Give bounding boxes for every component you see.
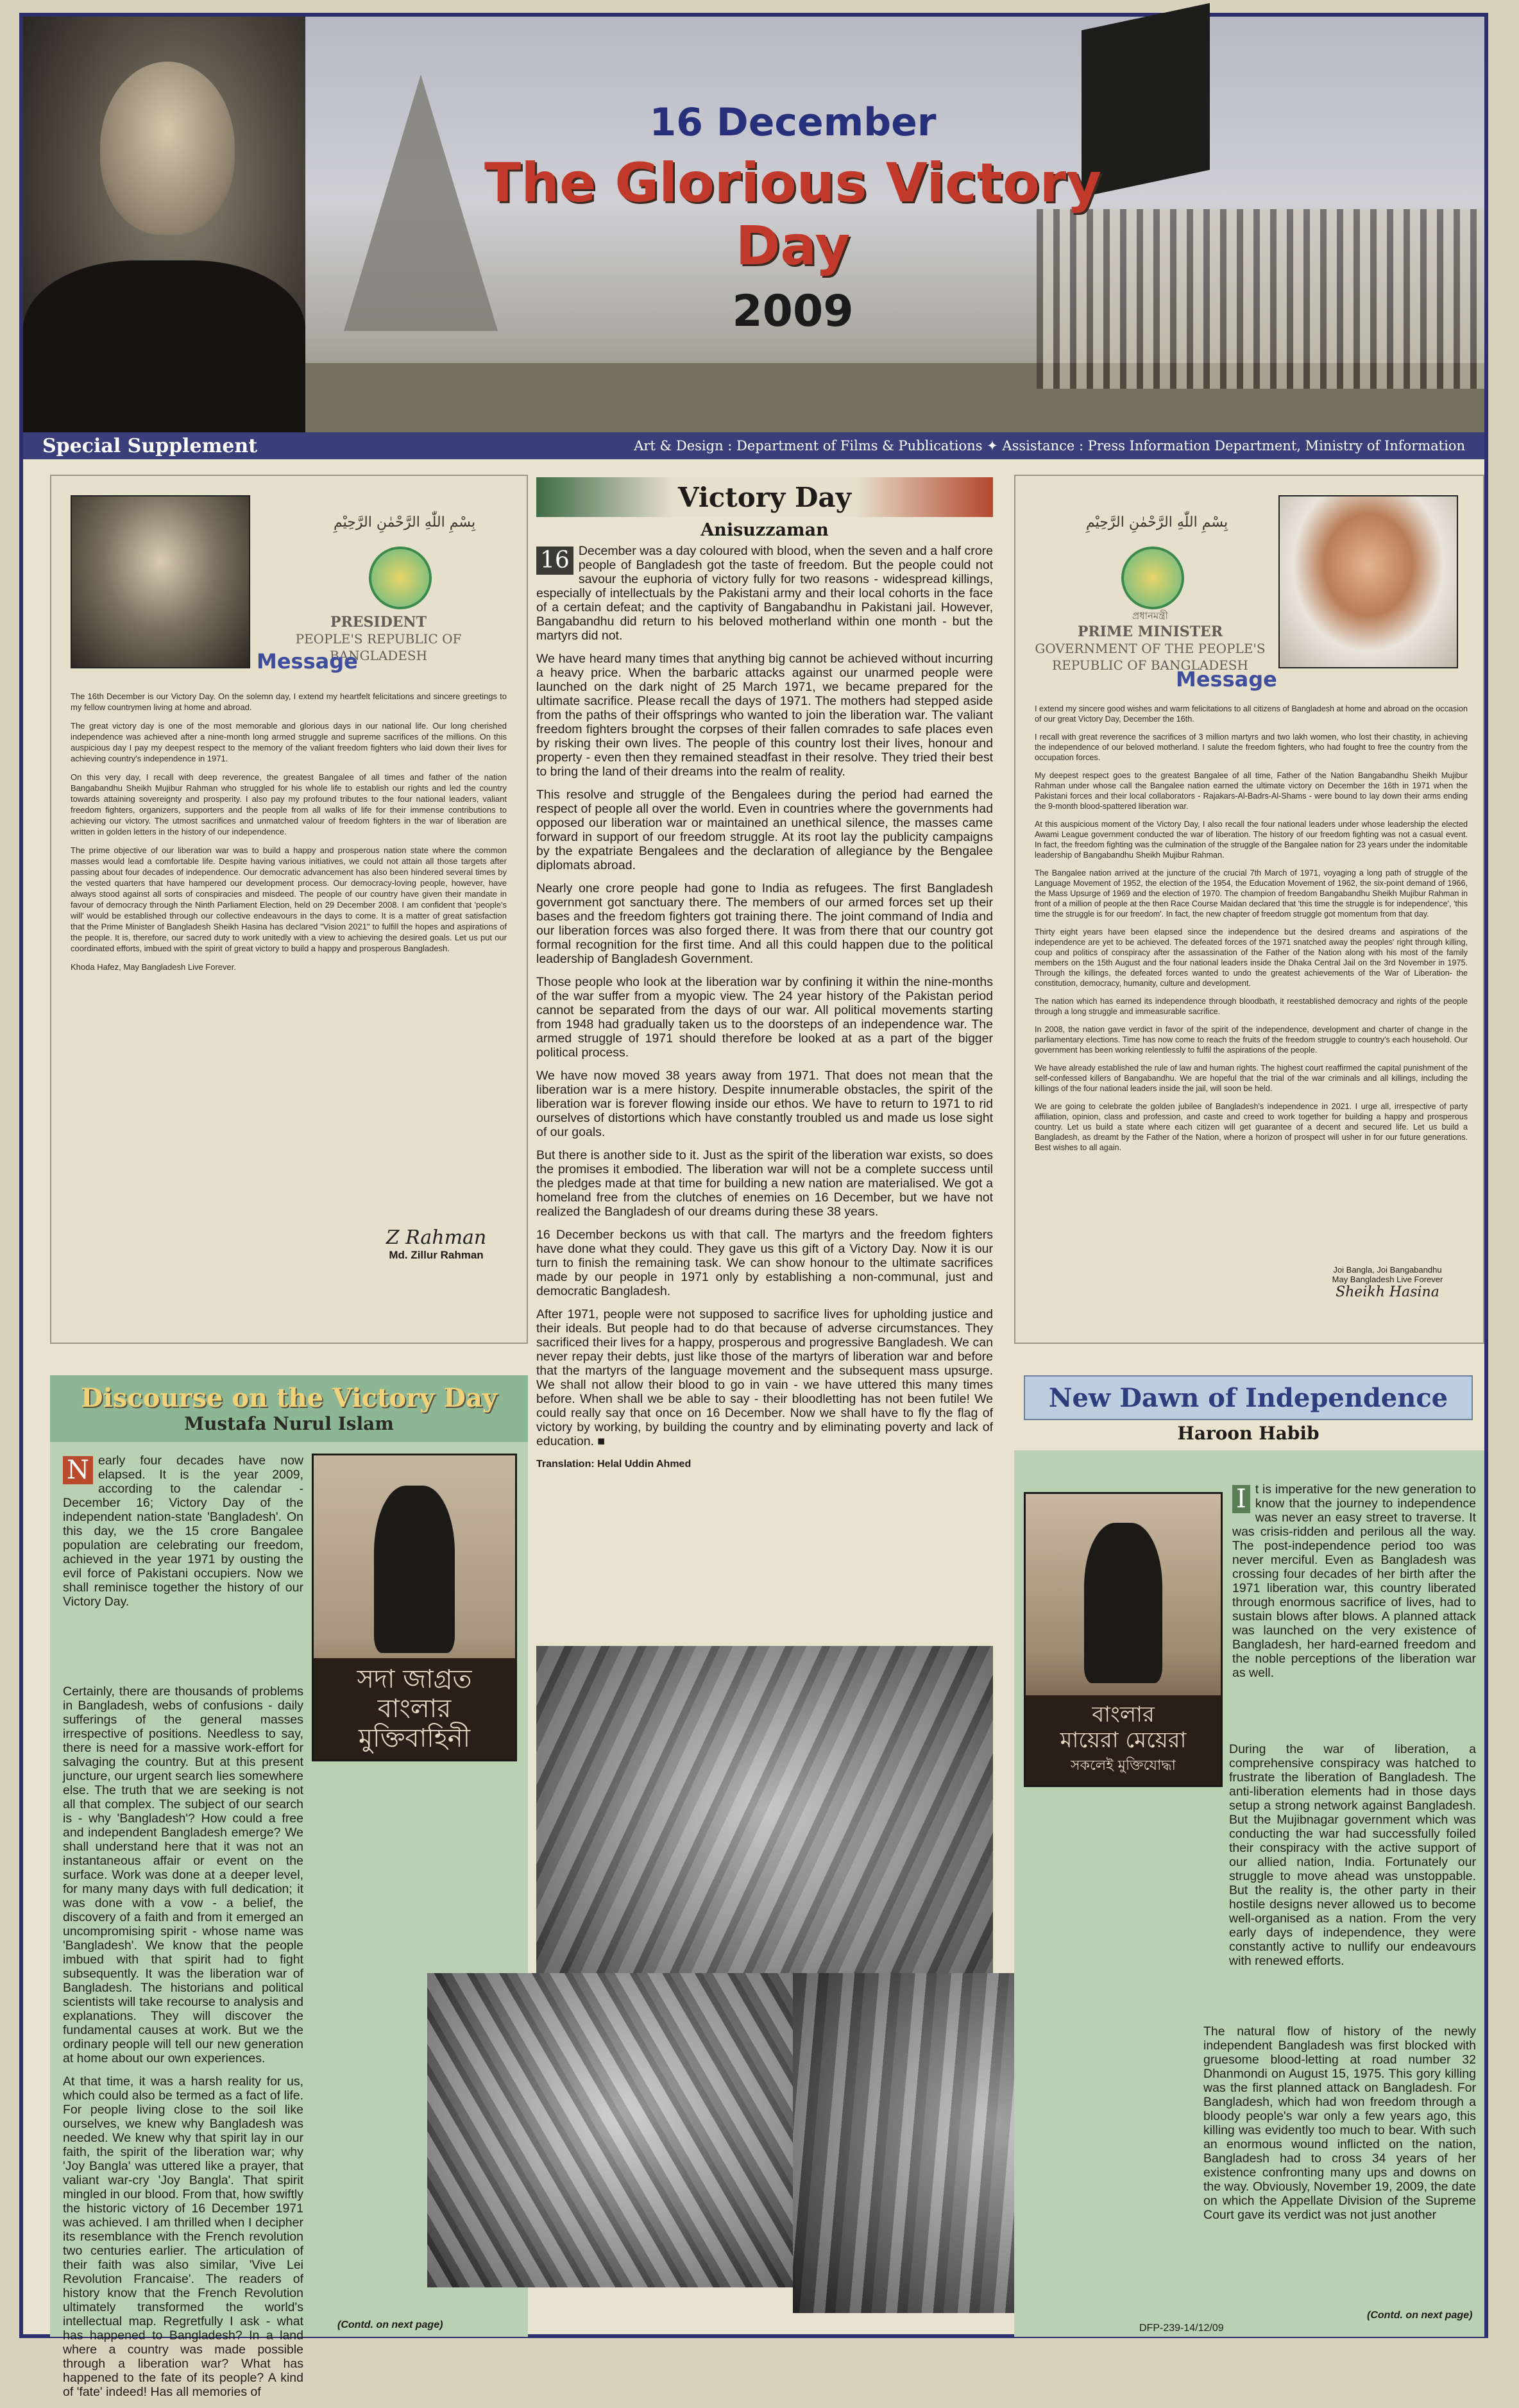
pm-photo [1278, 495, 1458, 668]
discourse-poster-image [312, 1454, 517, 1761]
message-paragraph: We have already established the rule of law and human rights. The highest court reaffirmed the capital punishment of the self-confessed killers of Bangabandhu. We are hopeful that the trial of the war criminals and all killings, including the killings of the four national leaders inside the jail, will soon be held. [1035, 1064, 1468, 1093]
article-paragraph: We have now moved 38 years away from 1971. That does not mean that the liberation war is a mere history. Despite innumerable obstacles, the spirit of the liberation war is forever flowing inside our ethos. We have to return to 1971 to rid ourselves of distortions which have constantly troubled us and made us lose sight of our goals. [536, 1069, 993, 1139]
message-paragraph: The 16th December is our Victory Day. On the solemn day, I extend my heartfelt felicitations and sincere greetings to my fellow countrymen living at home and abroad. [71, 691, 507, 712]
banner-year: 2009 [732, 286, 854, 337]
article-paragraph: 16 December was a day coloured with blood, when the seven and a half crore people of Bangladesh got the taste of freedom. But the people could not savour the euphoria of victory fully for two reasons - widespread killings, especially of intellectuals by the Pakistani army and their local cohorts in the face of a certain defeat; and the captivity of Bangabandhu in Pakistani jail. However, Bangabandhu did return to his beloved motherland within one month - but the martyrs did not. [536, 544, 993, 643]
poster-figure [1084, 1523, 1162, 1683]
message-paragraph: The prime objective of our liberation war was to build a happy and prosperous nation state where the common masses would lead a comfortable life. Despite having various initiatives, we could not attain all those targets after passing about four decades of independence. Our democratic advancement has also been hindered several times by the vested quarters that have hampered our development process. Our democracy-loving people, however, have always stood against all sorts of conspiracies and misdeed. The people of our country have given their mandate in favour of democracy through the Ninth Parliament Election, held on 29 December 2008. I am confident that 'people's will' would be established through our collective endeavours in the days to come. It is a matter of great satisfaction that the Prime Minister of Bangladesh Sheikh Hasina has declared "Vision 2021" to fulfill the hopes and aspirations of the people. It is, therefore, our sacred duty to work unitedly with a view to achieving the desired goals. Let us put our coordinated efforts, imbued with the spirit of great victory to build a happy and prosperous Bangladesh. [71, 845, 507, 953]
banner [23, 17, 1484, 432]
pm-office [1035, 623, 1266, 674]
president-name: Md. Zillur Rahman [389, 1249, 484, 1261]
message-paragraph: My deepest respect goes to the greatest Bangalee of all time, Father of the Nation Bangabandhu Sheikh Mujibur Rahman under whose call the Bangalee nation earned the ultimate victory on December the 16th in 1971 when the Pakistani forces and their local collaborators - Rajakars-Al-Badrs-Al-Shams - were bound to lay down their arms ending the 9-month blood-spattered liberation war. [1035, 771, 1468, 811]
credits-text: Art & Design : Department of Films & Publications ✦ Assistance : Press Information Department, Ministry of Information [634, 438, 1465, 454]
pm-emblem-label: প্রধানমন্ত্রী [1132, 610, 1168, 622]
translation-credit: Translation: Helal Uddin Ahmed [536, 1459, 692, 1470]
message-paragraph: On this very day, I recall with deep reverence, the greatest Bangalee of all times and father of the nation Bangabandhu Sheikh Mujibur Rahman who struggled for his whole life to establish our rights and led the country towards attaining sovereignty and prosperity. I also pay my profound tributes to the four national leaders, valiant freedom fighters, organizers, supporters and the people from all walks of life for their immense contributions to achieving our victory. The utmost sacrifices and unmatched valour of freedom fighters in the war of liberation are written in golden letters in the history of our independence. [71, 772, 507, 836]
newspaper-page [19, 13, 1488, 2399]
article-paragraph: After 1971, people were not supposed to sacrifice lives for upholding justice and their ideals. But people had to do that because of adverse circumstances. They sacrificed their lives for a happy, prosperous and progressive Bangladesh. We can never repay their debts, just like those of the martyrs of liberation war and before that the martyrs of the language movement and the subsequent mass upsurge. We shall not allow their blood to go in vain - we have uttered this many times before. When shall we be able to say - their bloodletting has not been futile! We could really say that once on 16 December. Now we shall have to fly the flag of victory by working, by building the country and by eliminating poverty and lack of education. ■ [536, 1307, 993, 1448]
pm-signature: Sheikh Hasina [1336, 1284, 1439, 1300]
article-paragraph: But there is another side to it. Just as the spirit of the liberation war exists, so does the promises it embodied. The liberation war will not be a complete success until the pledges made at that time for building a new nation are materialised. We got a homeland free from the clutches of enemies on 16 December, but we have not realized the Bangladesh of our dreams during these 38 years. [536, 1148, 993, 1219]
dropcap: I [1232, 1485, 1250, 1513]
office-org-line1: GOVERNMENT OF THE PEOPLE'S [1035, 641, 1266, 656]
article-paragraph: I t is imperative for the new generation to know that the journey to independence was never an easy street to traverse. It was crisis-ridden and perilous all the way. The post-independence period too was never merciful. Even as Bangladesh was crossing four decades of her birth after the 1971 liberation war, this country liberated through enormous sacrifice of lives, had to sustain blows after blows. A planned attack was launched on the very existence of Bangladesh, her hard-earned freedom and the noble perceptions of the liberation war as well. [1232, 1482, 1476, 1680]
pm-emblem-icon [1121, 547, 1184, 609]
victory-heading-bar [536, 477, 993, 517]
soldiers-rifles-photo [536, 1646, 993, 2005]
article-paragraph: 16 December beckons us with that call. The martyrs and the freedom fighters have done what they could. They gave us this gift of a Victory Day. Now it is our turn to finish the remaining task. We can show honour to the ultimate sacrifices made by our people in 1971 only by establishing a non-communal, just and democratic Bangladesh. [536, 1228, 993, 1298]
message-heading: Message [1176, 667, 1277, 691]
banner-date: 16 December [649, 100, 937, 145]
message-paragraph: At this auspicious moment of the Victory Day, I also recall the four national leaders under whose leadership the elected Awami League government conducted the war of liberation. The history of our freedom fighting was not a casual event. In fact, the freedom fighting was the culmination of the struggle of the Bangalee nation for 23 years under the indomitable leadership of Bangabandhu Sheikh Mujibur Rahman. [1035, 820, 1468, 860]
article-paragraph: Nearly one crore people had gone to India as refugees. The first Bangladesh government got sanctuary there. The members of our armed forces set up their bases and the freedom fighters got training there. The joint command of India and our liberation forces was also forged there. It was from there that our country got formal recognition for the first time. And all this could happen due to the political leadership of Bangladesh Government. [536, 881, 993, 966]
president-signature-block [372, 1226, 500, 1262]
message-paragraph: We are going to celebrate the golden jubilee of Bangladesh's independence in 2021. I urge all, irrespective of party affiliation, opinion, class and profession, and caste and creed to work together for building a happy and prosperous country. Let us build a state where each citizen will get guarantee of a decent and secured life. Let us build a Bangladesh, as dreamt by the Father of the Nation, where a horizon of prospect will usher in for our future generations. Best wishes to all again. [1035, 1102, 1468, 1152]
article-paragraph: During the war of liberation, a comprehensive conspiracy was hatched to frustrate the liberation of Bangladesh. The anti-liberation elements had in those days setup a strong network against Bangladesh. But the Mujibnagar government which was conducting the war had successfully foiled their conspiracy with the active support of our allied nation, India. Fortunately our struggle to move ahead was unstoppable. But the reality is, the other party in their hostile designs never allowed us to become well-organised as a nation. From the very early days of independence, they were constantly active to nullify our endeavours with renewed efforts. [1229, 1742, 1476, 1968]
message-paragraph: The great victory day is one of the most memorable and glorious days in our national life. Our long cherished independence was achieved after a nine-month long armed struggle and supreme sacrifices of the millions. On this auspicious day I pay my deepest respect to the memory of the valiant freedom fighters who laid down their lives for achieving country's independence in 1971. [71, 721, 507, 763]
discourse-intro [63, 1454, 303, 1618]
dawn-continued: (Contd. on next page) [1367, 2310, 1473, 2321]
message-paragraph: Khoda Hafez, May Bangladesh Live Forever. [71, 962, 236, 972]
article-paragraph: At that time, it was a harsh reality for us, which could also be termed as a fact of life. For people living close to the soil like ourselves, we knew why Bangladesh was needed. We knew why that spirit lay in our faith, the spirit of the liberation war; why 'Joy Bangla' was uttered like a prayer, that valiant war-cry 'Joy Bangla'. That spirit mingled in our blood. From that, how swiftly the historic victory of 16 December 1971 was achieved. I am thrilled when I decipher its resemblance with the French revolution two centuries earlier. The articulation of their faith was also similar, 'Vive Lei Revolution Francaise'. The readers of history know that the French Revolution ultimately transformed the world's intellectual map. Regretfully I ask - what has happened to Bangladesh? In a land where a country was made possible through a liberation war? What has happened to the fate of its people? A kind of 'fate' indeed! Has all memories of [63, 2074, 303, 2399]
dawn-article [1030, 1742, 1476, 1977]
discourse-article [63, 1684, 303, 2408]
dawn-heading-bar [1024, 1375, 1473, 1420]
banner-portrait [23, 17, 305, 432]
message-paragraph: The nation which has earned its independence through bloodbath, it reestablished democracy and rights of the people through a long struggle and immeasurable sacrifice. [1035, 997, 1468, 1016]
dropcap: N [63, 1456, 93, 1484]
surrender-signing-photo [427, 1973, 812, 2287]
supplement-label: Special Supplement [42, 434, 258, 457]
victory-article [536, 544, 993, 1480]
discourse-continued: (Contd. on next page) [337, 2319, 443, 2330]
banner-title-block [472, 100, 1114, 337]
office-title: PRIME MINISTER [1077, 623, 1223, 640]
publication-code: DFP-239-14/12/09 [1139, 2323, 1224, 2334]
dropcap: 16 [536, 547, 573, 575]
office-title: PRESIDENT [330, 614, 427, 631]
discourse-heading-bar [50, 1375, 528, 1442]
supplement-strip [23, 432, 1484, 459]
portrait-face [100, 62, 235, 235]
pm-closing-line2: May Bangladesh Live Forever [1332, 1275, 1443, 1284]
bismillah-text: بِسْمِ اللّٰهِ الرَّحْمٰنِ الرَّحِيْمِ [1086, 514, 1228, 530]
pm-message-text [1035, 704, 1468, 1160]
dawn-author: Haroon Habib [1177, 1423, 1320, 1444]
pm-closing-line1: Joi Bangla, Joi Bangabandhu [1333, 1265, 1442, 1275]
discourse-heading: Discourse on the Victory Day [80, 1383, 498, 1413]
dawn-article-end [1203, 2024, 1476, 2231]
article-paragraph: N early four decades have now elapsed. It is the year 2009, according to the calendar - December 16; Victory Day of the independent nation-state 'Bangladesh'. On this day, we the 15 crore Bangalee population are celebrating our freedom, achieved in the year 1971 by ousting the evil force of Pakistani occupiers. Now we shall reminisce together the history of our Victory Day. [63, 1454, 303, 1609]
message-paragraph: I extend my sincere good wishes and warm felicitations to all citizens of Bangladesh at home and abroad on the occasion of our great Victory Day, December the 16th. [1035, 704, 1468, 724]
president-photo [71, 495, 250, 668]
message-paragraph: In 2008, the nation gave verdict in favor of the spirit of the independence, development and charter of change in the parliamentary elections. Time has now come to reach the fruits of the freedom struggle to country's each household. Our government has been working relentlessly to fulfil the aspirations of the people. [1035, 1025, 1468, 1055]
poster-caption: বাংলার মায়েরা মেয়েরা সকলেই মুক্তিযোদ্ধা [1026, 1695, 1221, 1785]
bismillah-text: بِسْمِ اللّٰهِ الرَّحْمٰنِ الرَّحِيْمِ [334, 514, 476, 530]
message-heading: Message [257, 649, 358, 674]
article-paragraph: Those people who look at the liberation war by confining it within the nine-months of the war suffer from a myopic view. The 24 year history of the Pakistan period cannot be separated from the days of our war. All political movements starting from 1948 had gradually taken us to the doorsteps of an independence war. The armed struggle of 1971 should therefore be looked at as a part of the bigger political process. [536, 975, 993, 1060]
poster-caption: সদা জাগ্রত বাংলার মুক্তিবাহিনী [314, 1658, 515, 1759]
poster-figure [374, 1486, 455, 1653]
office-org-line1: PEOPLE'S REPUBLIC OF [295, 631, 462, 647]
portrait-coat [23, 260, 305, 432]
president-message-text [71, 691, 507, 980]
office-org-line2: BANGLADESH [329, 648, 428, 663]
dawn-intro [1232, 1482, 1476, 1689]
president-message-box [50, 475, 528, 1344]
article-paragraph: This resolve and struggle of the Bengalees during the period had earned the respect of people all over the world. Even in countries where the governments had opposed our liberation war or maintained an unethical silence, the masses came forward in support of our freedom struggle. At its root lay the publicity campaigns by the expatriate Bengalees and the declaration of allegiance by the Bengalee diplomats abroad. [536, 788, 993, 872]
article-paragraph: We have heard many times that anything big cannot be achieved without incurring a heavy price. When the barbaric attacks against our unarmed people were launched on the dark night of 25 March 1971, we became prepared for the ultimate sacrifice. Please recall the days of 1971. The mothers had stepped aside from the paths of their offsprings who wanted to join the liberation war. The valiant freedom fighters brought the corpses of their fallen comrades to safe places even by risking their own lives. The people of this country lost their lives, honour and property - even then they remained steadfast in their resolve. They tried their best to bring the land of their dreams into the realm of reality. [536, 652, 993, 779]
article-paragraph: The natural flow of history of the newly independent Bangladesh was first blocked with gruesome blood-letting at road number 32 Dhanmondi on August 15, 1975. This gory killing was the first planned attack on Bangladesh. For Bangladesh, which had won freedom through a bloody people's war only a few years ago, this killing was evidently too much to bear. With such an enormous wound inflicted on the nation, Bangladesh had to cross 34 years of her existence confronting many ups and downs on the way. Obviously, November 19, 2009, the date on which the Appellate Division of the Supreme Court gave its verdict was not just another [1203, 2024, 1476, 2222]
pm-message-box [1014, 475, 1484, 1344]
message-paragraph: Thirty eight years have been elapsed since the independence but the desired dreams and aspirations of the independence are yet to be achieved. The defeated forces of the 1971 snatched away the peoples' right through killing, coup and politics of conspiracy after the assassination of the Father of the Nation along with his most of the family members on the 15th August and the four national leaders inside the Dhaka Central Jail on the 3rd November in 1975. Through the killings, the defeated forces wanted to undo the greatest achievements of the War of Liberation- the constitution, democracy, humanity, culture and development. [1035, 928, 1468, 988]
message-paragraph: The Bangalee nation arrived at the juncture of the crucial 7th March of 1971, voyaging a long path of struggle of the Language Movement of 1952, the election of the 1954, the Education Movement of 1962, the six-point demand of 1966, the Mass Upsurge of 1969 and the election of 1970. The champion of freedom Bangabandhu Sheikh Mujibur Rahman in front of a million of people at the then Race Course Maidan declared that 'this time the struggle is for independence', 'this time the struggle is for our freedom'. In fact, the new chapter of freedom struggle got momentum from that day. [1035, 869, 1468, 919]
banner-title: The Glorious Victory Day [484, 151, 1101, 277]
pm-signature-block [1317, 1265, 1458, 1300]
state-emblem-icon [369, 547, 432, 609]
victory-author: Anisuzzaman [700, 520, 829, 540]
president-signature: Z Rahman [386, 1226, 487, 1249]
victory-heading: Victory Day [678, 481, 851, 513]
message-paragraph: I recall with great reverence the sacrifices of 3 million martyrs and two lakh women, who lost their chastity, in achieving the independence of our beloved motherland. I salute the freedom fighters, who had fought to free the country from the occupation forces. [1035, 733, 1468, 762]
dawn-heading: New Dawn of Independence [1048, 1382, 1448, 1413]
article-paragraph: Certainly, there are thousands of problems in Bangladesh, webs of confusions - daily sufferings of the general masses irrespective of positions. Needless to say, there is need for a massive work-effort for salvaging the country. But at this present juncture, our urgent search lies somewhere else. The truth that we are seeking is not all that complex. The subject of our search is - why 'Bangladesh'? How could a free and independent Bangladesh emerge? We shall understand here that it was not an instantaneous affair or event on the surface. Work was done at a deeper level, for many many days with full dedication; it was done with a vow - a belief, the discovery of a faith and from it emerged an uncompromising spirit - whose name was 'Bangladesh'. We know that the people imbued with that spirit had to fight subsequently. It was the liberation war of Bangladesh. The historians and political scientists will take recourse to analysis and explanations. They will discover the fundamental causes at work. But we the ordinary people will tell our new generation at home about our own experiences. [63, 1684, 303, 2065]
office-org-line2: REPUBLIC OF BANGLADESH [1052, 657, 1248, 673]
discourse-author: Mustafa Nurul Islam [184, 1413, 394, 1434]
